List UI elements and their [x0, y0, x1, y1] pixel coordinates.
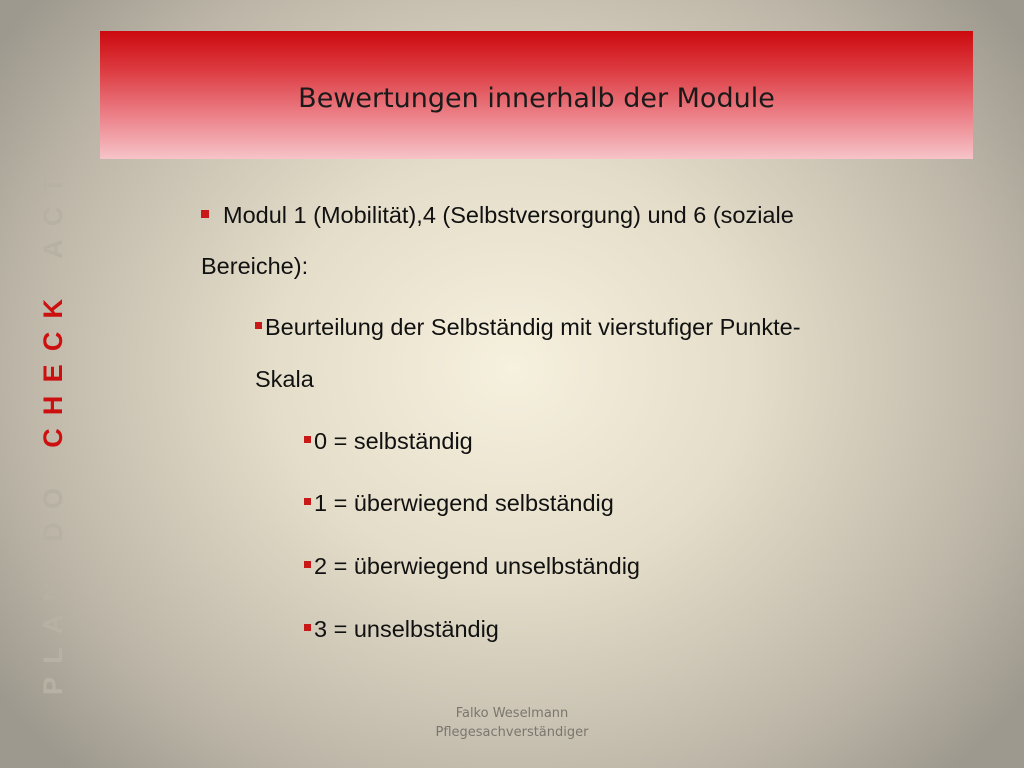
pdca-check: CHECK: [38, 285, 68, 448]
bullet-level2: [255, 314, 801, 341]
bullet-level2-continued: [255, 366, 314, 393]
scale-item-3-text: 3 = unselbständig: [314, 616, 499, 642]
square-bullet-icon: [304, 436, 311, 443]
scale-item-0: [304, 428, 473, 455]
footer-role: Pflegesachverständiger: [435, 725, 589, 740]
footer: [412, 704, 612, 742]
scale-item-1: [304, 490, 614, 517]
square-bullet-icon: [201, 210, 209, 218]
pdca-plan: PLAN: [38, 568, 68, 695]
scale-item-2: [304, 553, 640, 580]
bullet-level2-text-line2: Skala: [255, 366, 314, 392]
square-bullet-icon: [304, 498, 311, 505]
pdca-act: ACT: [38, 163, 68, 259]
pdca-do: DO: [38, 474, 68, 542]
bullet-level1: [201, 202, 794, 229]
bullet-level2-text-line1: Beurteilung der Selbständig mit vierstufiger Punkte-: [265, 314, 801, 340]
scale-item-2-text: 2 = überwiegend unselbständig: [314, 553, 640, 579]
bullet-level1-text-line2: Bereiche):: [201, 253, 309, 279]
scale-item-1-text: 1 = überwiegend selbständig: [314, 490, 614, 516]
square-bullet-icon: [255, 322, 262, 329]
square-bullet-icon: [304, 624, 311, 631]
square-bullet-icon: [304, 561, 311, 568]
bullet-level1-text-line1: Modul 1 (Mobilität),4 (Selbstversorgung) und 6 (soziale: [223, 202, 794, 228]
scale-item-0-text: 0 = selbständig: [314, 428, 473, 454]
footer-name: Falko Weselmann: [455, 706, 569, 721]
scale-item-3: [304, 616, 499, 643]
slide-title: Bewertungen innerhalb der Module: [298, 82, 775, 114]
bullet-level1-continued: [201, 253, 308, 280]
